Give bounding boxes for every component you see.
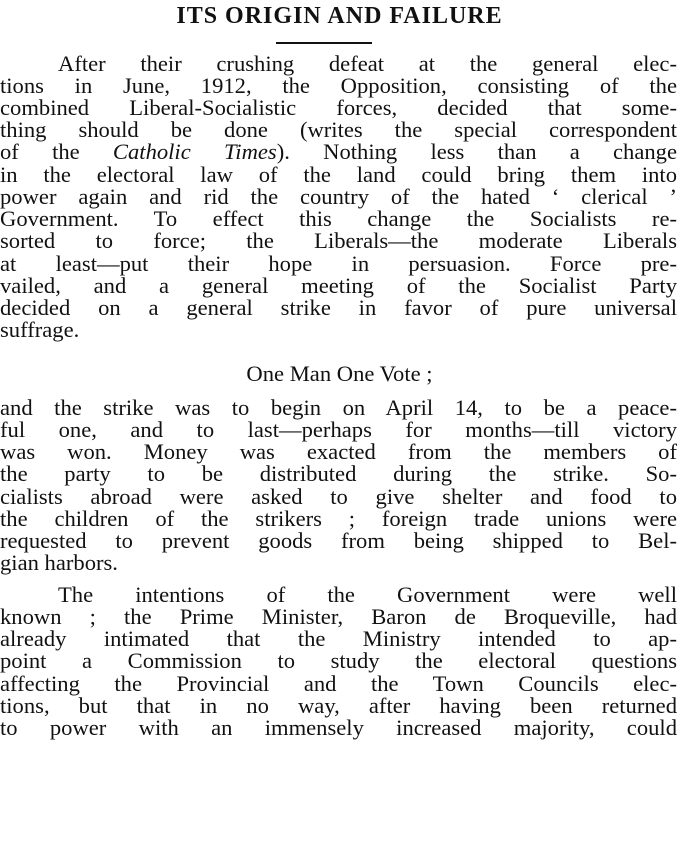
text-line: tions in June, 1912, the Opposition, consisting of the	[0, 73, 677, 98]
text-line: suffrage.	[0, 317, 80, 342]
text-line: at least—put their hope in persuasion. Force pre-	[0, 251, 677, 276]
text-line: already intimated that the Ministry intended to ap-	[0, 626, 677, 651]
text-line: the party to be distributed during the strike. So-	[0, 461, 677, 486]
text-line: decided on a general strike in favor of pure universal	[0, 295, 677, 320]
text-line: affecting the Provincial and the Town Councils elec-	[0, 671, 677, 696]
text-line: was won. Money was exacted from the members of	[0, 439, 677, 464]
text-line: gian harbors.	[0, 550, 118, 575]
text-line: cialists abroad were asked to give shelter and food to	[0, 484, 677, 509]
article-heading: ITS ORIGIN AND FAILURE	[176, 3, 503, 29]
text-line: known ; the Prime Minister, Baron de Broqueville, had	[0, 604, 677, 629]
centered-line: One Man One Vote ;	[246, 361, 433, 386]
text-line: point a Commission to study the electoral questions	[0, 648, 677, 673]
text-line: After their crushing defeat at the general elec-	[58, 51, 677, 76]
periodical-title: Catholic Times	[112, 139, 277, 164]
text-line: and the strike was to begin on April 14, to be a peace-	[0, 395, 677, 420]
text-line: requested to prevent goods from being shipped to Bel-	[0, 528, 677, 553]
text-line: combined Liberal-Socialistic forces, decided that some-	[0, 95, 677, 120]
text-line: vailed, and a general meeting of the Socialist Party	[0, 273, 677, 298]
text-line: in the electoral law of the land could bring them into	[0, 162, 677, 187]
heading-rule	[276, 42, 372, 44]
text-line: to power with an immensely increased majority, could	[0, 715, 677, 740]
text-line: the children of the strikers ; foreign trade unions were	[0, 506, 677, 531]
text-line: Government. To effect this change the Socialists re-	[0, 206, 677, 231]
text-line: power again and rid the country of the hated ‘ clerical ’	[0, 184, 677, 209]
text-line: sorted to force; the Liberals—the moderate Liberals	[0, 228, 677, 253]
text-line: tions, but that in no way, after having been returned	[0, 693, 677, 718]
text-line: thing should be done (writes the special correspondent	[0, 117, 677, 142]
text-line: The intentions of the Government were well	[58, 582, 677, 607]
text-line: of the Catholic Times). Nothing less than a change	[0, 139, 677, 164]
text-line: ful one, and to last—perhaps for months—till victory	[0, 417, 677, 442]
